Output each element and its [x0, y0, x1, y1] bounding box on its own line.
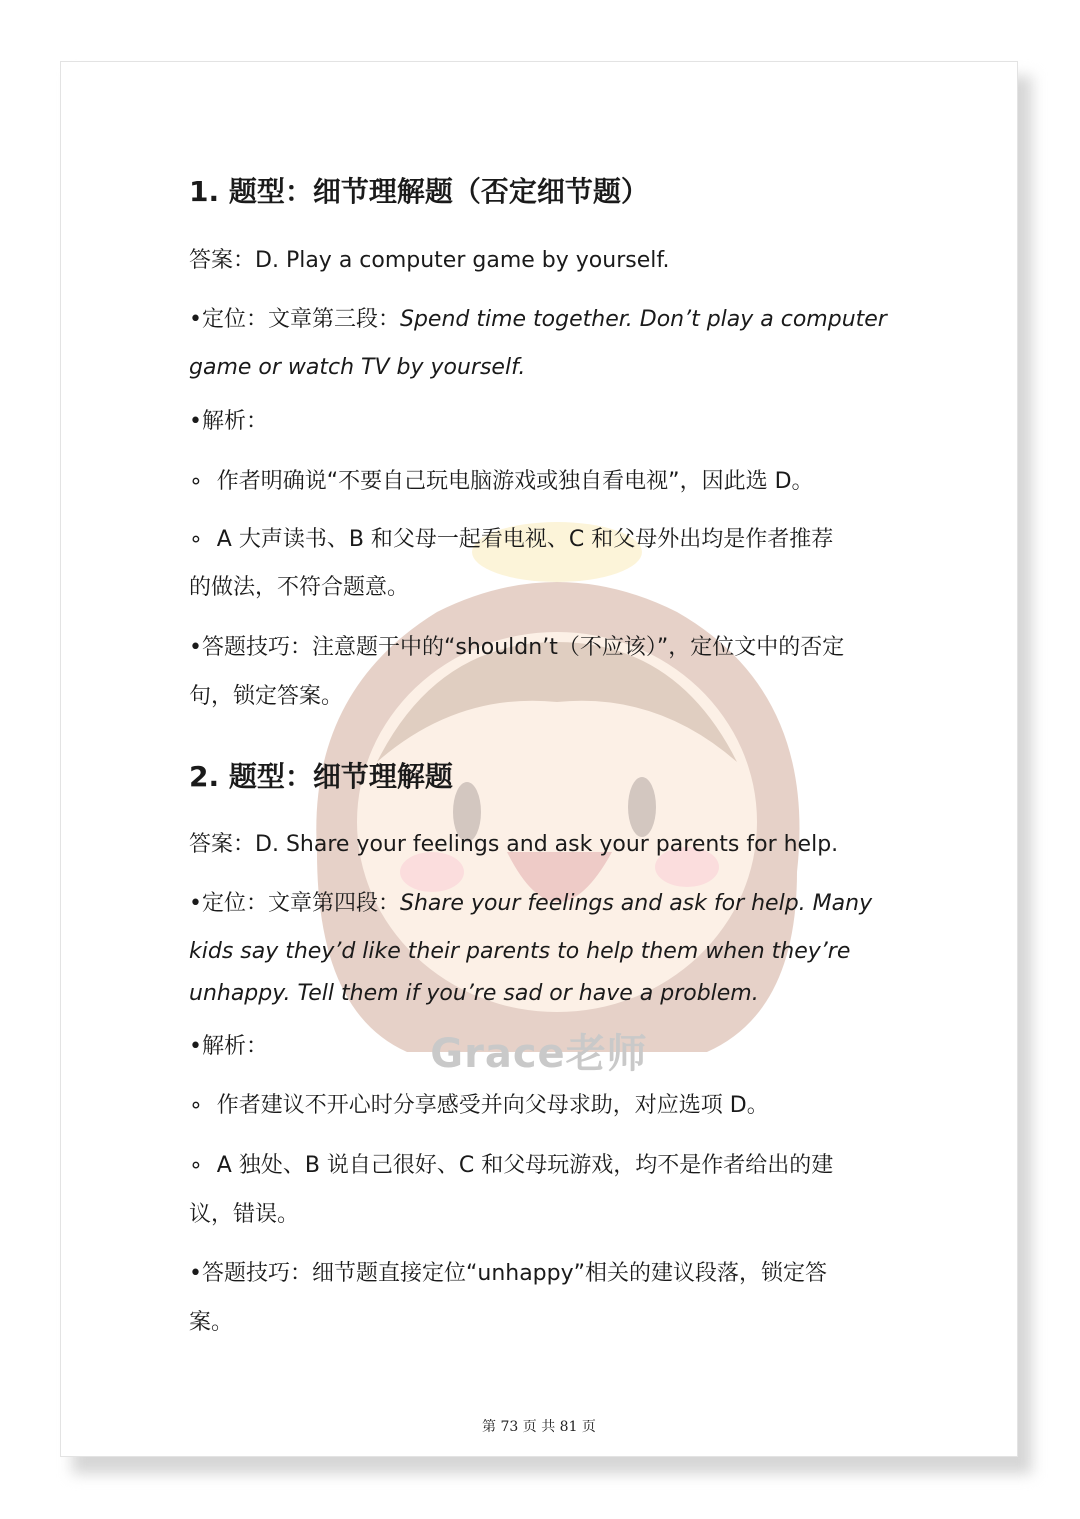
locate-label: •定位：文章第三段：: [189, 307, 400, 332]
section1-heading: 1. 题型：细节理解题（否定细节题）: [189, 175, 649, 208]
bullet-icon: ∘: [189, 469, 203, 494]
section2-locate-cont: kids say they’d like their parents to help them when they’re: [189, 939, 851, 964]
answer-label: 答案：: [189, 832, 256, 857]
section1-tip-cont: 句，锁定答案。: [189, 684, 344, 709]
section2-locate-cont: unhappy. Tell them if you’re sad or have a problem.: [189, 981, 759, 1006]
locate-label: •定位：文章第四段：: [189, 891, 400, 916]
section1-analysis-item-cont: 的做法，不符合题意。: [189, 575, 410, 600]
section2-analysis-label: •解析：: [189, 1034, 268, 1059]
answer-text: D. Share your feelings and ask your parents for help.: [255, 832, 839, 857]
locate-quote: Share your feelings and ask for help. Many: [399, 891, 873, 916]
section1-locate-cont: game or watch TV by yourself.: [189, 355, 526, 380]
section1-tip: •答题技巧：注意题干中的“shouldn’t（不应该）”，定位文中的否定: [189, 635, 845, 660]
bullet-icon: ∘: [189, 1093, 203, 1118]
section2-analysis-item: ∘ A 独处、B 说自己很好、C 和父母玩游戏，均不是作者给出的建: [189, 1153, 834, 1178]
document-page: [60, 61, 1018, 1457]
answer-text: D. Play a computer game by yourself.: [255, 248, 670, 273]
section2-analysis-item: ∘ 作者建议不开心时分享感受并向父母求助，对应选项 D。: [189, 1093, 769, 1118]
section2-tip-cont: 案。: [189, 1310, 234, 1335]
section1-locate: [189, 305, 887, 335]
section2-heading: 2. 题型：细节理解题: [189, 760, 453, 793]
answer-label: 答案：: [189, 248, 256, 273]
watermark-text: Grace老师: [430, 1031, 648, 1077]
page-number-footer: 第 73 页 共 81 页: [482, 1419, 596, 1435]
section2-analysis-item-cont: 议，错误。: [189, 1202, 300, 1227]
bullet-icon: ∘: [189, 1153, 203, 1178]
bullet-icon: ∘: [189, 527, 203, 552]
section2-tip: •答题技巧：细节题直接定位“unhappy”相关的建议段落，锁定答: [189, 1261, 828, 1286]
section2-locate: [189, 889, 872, 919]
section1-analysis-item: ∘ 作者明确说“不要自己玩电脑游戏或独自看电视”，因此选 D。: [189, 469, 814, 494]
locate-quote: Spend time together. Don’t play a computer: [399, 307, 887, 332]
section1-analysis-label: •解析：: [189, 409, 268, 434]
section1-answer: [189, 246, 669, 276]
section2-answer: [189, 830, 838, 860]
section1-analysis-item: ∘ A 大声读书、B 和父母一起看电视、C 和父母外出均是作者推荐: [189, 527, 834, 552]
